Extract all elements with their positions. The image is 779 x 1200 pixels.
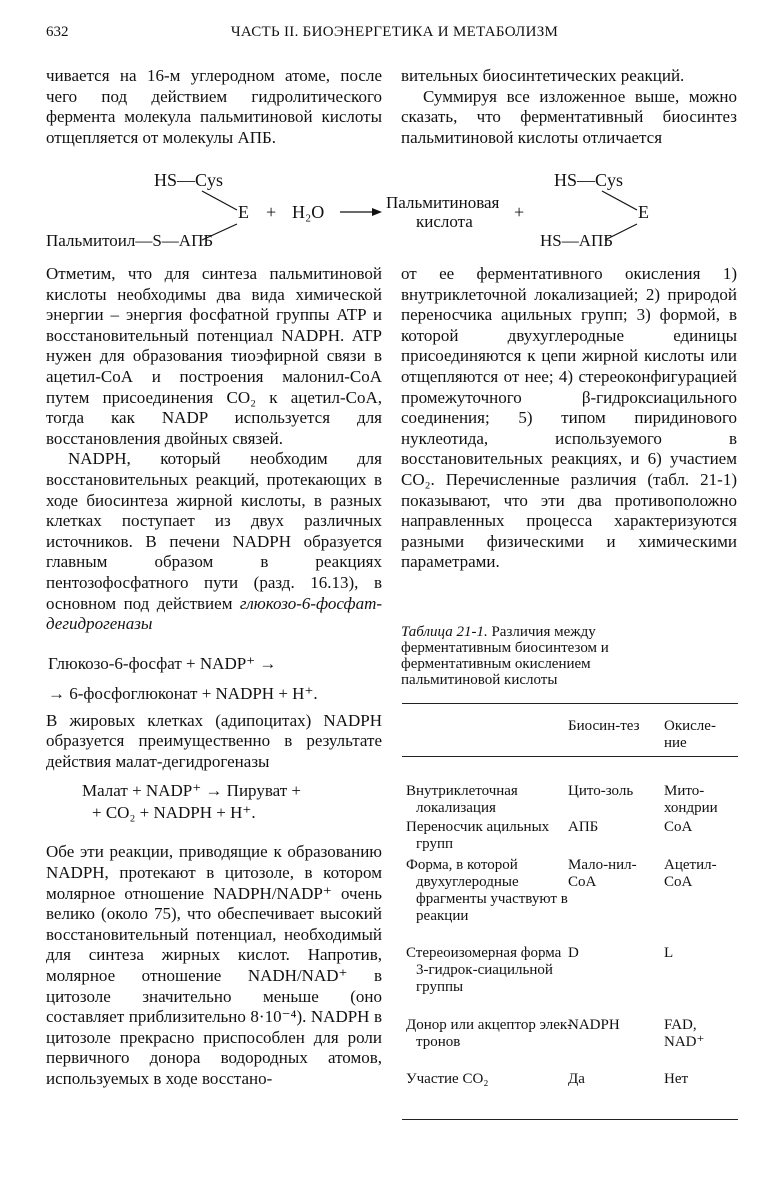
equation-1-line-2: → 6-фосфоглюконат + NADPH + H⁺.	[48, 683, 318, 703]
paragraph-nadph	[46, 449, 382, 634]
hs-cys-right-label: HS—Cys	[554, 170, 624, 190]
equation-2-line-2: + CO₂ + NADPH + H⁺.	[92, 803, 256, 823]
comparison-table	[402, 703, 738, 1120]
row-biosynthesis: Да	[568, 1071, 585, 1087]
header-biosynthesis: Биосин-тез	[568, 718, 640, 734]
table-row	[402, 1071, 738, 1119]
row-biosynthesis: Мало-нил-CoA	[568, 857, 637, 890]
table-caption-label: Таблица 21-1.	[401, 624, 488, 640]
paragraph-final: Обе эти реакции, приводящие к образованию NADPH, протекают в цитозоле, в котором молярное отношение NADPH/NADP⁺ очень велико (около 75), что обеспечивает высокий восстановительный потенциал, необходимый для синтеза жирных кислот. Напротив, молярное отношение NADH/NAD⁺ в цитозоле значительно меньше (оно составляет приблизительно 8·10⁻⁴). NADPH в цитозоле прекрасно приспособлен для роли первичного донора водородных атомов, используемых в ходе восстано-	[46, 842, 382, 1088]
paragraph-atp: Отметим, что для синтеза пальмитиновой кислоты необходимы два вида химической энергии – энергия фосфатной группы ATP и восстановительный потенциал NADPH. ATP нужен для образования тиоэфирной связи в ацетил-СоА и построения малонил-СоА путем присоединения СО₂ к ацетил-СоА, тогда как NADP используется для восстановления двойных связей.	[46, 264, 382, 448]
table-caption-text: Различия между ферментативным биосинтезом и ферментативным окислением пальмитиновой кислоты	[401, 624, 609, 688]
table-bottom-rule	[402, 1119, 738, 1120]
left-column-top	[46, 66, 382, 148]
paragraph-intro-right: вительных биосинтетических реакций.	[401, 66, 685, 85]
row-label: Переносчик ацильных групп	[406, 819, 550, 852]
right-column-main	[401, 264, 737, 573]
paragraph-summary: Суммируя все изложенное выше, можно сказать, что ферментативный биосинтез пальмитиновой кислоты отличается	[401, 86, 737, 147]
table-row	[402, 819, 738, 857]
table-row	[402, 783, 738, 819]
table-row	[402, 1017, 738, 1071]
row-oxidation: Мито-хондрии	[664, 783, 718, 816]
row-label: Стереоизомерная форма 3-гидрок-сиацильной группы	[406, 945, 562, 995]
table-caption	[401, 624, 641, 688]
table-header-rule	[402, 756, 738, 757]
reaction-scheme	[40, 160, 750, 260]
row-oxidation: CoA	[664, 819, 693, 835]
page-number: 632	[46, 24, 69, 40]
row-label: Форма, в которой двухуглеродные фрагменты участвуют в реакции	[406, 857, 568, 924]
table-header-row	[402, 704, 738, 756]
equation-2	[46, 780, 382, 824]
left-column-main	[46, 264, 382, 1090]
reaction-arrow-head	[372, 208, 382, 216]
reaction-scheme-svg	[40, 160, 750, 260]
bond-line	[602, 191, 637, 210]
enzyme-name: глюкозо-6-фосфат-дегидрогеназы	[46, 593, 383, 634]
hs-apb-label: HS—АПБ	[540, 231, 614, 250]
table-row	[402, 857, 738, 945]
row-biosynthesis: Цито-золь	[568, 783, 634, 799]
running-title: ЧАСТЬ II. БИОЭНЕРГЕТИКА И МЕТАБОЛИЗМ	[230, 24, 559, 40]
product-line-2: кислота	[416, 212, 473, 231]
row-biosynthesis: D	[568, 945, 579, 961]
page-header	[46, 24, 743, 48]
equation-1	[46, 653, 382, 705]
paragraph-differences: от ее ферментативного окисления 1) внутриклеточной локализацией; 2) природой переносчика ацильных групп; 3) формой, в которой двухуглеродные единицы присоединяются к цепи жирной кислоты или отщепляются от нее; 4) стереоконфигурацией промежуточного β-гидроксиацильного соединения; 5) типом пиридинового нуклеотида, используемого в восстановительных реакциях, и 6) участием СО₂. Перечисленные различия (табл. 21-1) показывают, что эти два противоположно направленных процесса характеризуются разными физическими и химическими параметрами.	[401, 264, 737, 572]
water-label: H₂O	[292, 202, 325, 222]
row-label: Донор или акцептор элек-тронов	[406, 1017, 573, 1050]
hs-cys-label: HS—Cys	[154, 170, 224, 190]
row-oxidation: FAD, NAD⁺	[664, 1017, 705, 1050]
row-label: Участие СО₂	[406, 1071, 489, 1087]
equation-1-line-1: Глюкозо-6-фосфат + NADP⁺ →	[48, 653, 277, 673]
plus-sign-2: +	[514, 202, 525, 222]
paragraph-nadph-text: NADPH, который необходим для восстановительных реакций, протекающих в ходе биосинтеза жирной кислоты, в разных клетках поступает из двух различных источников. В печени NADPH образуется главным образом в реакциях пентозофосфатного пути (разд. 16.13), в основном под действием	[46, 449, 382, 613]
paragraph-intro-left: чивается на 16-м углеродном атоме, после чего под действием гидролитического фермента молекула пальмитиновой кислоты отщепляется от молекулы АПБ.	[46, 66, 382, 147]
bond-line	[202, 191, 237, 210]
table-row	[402, 945, 738, 1017]
row-label: Внутриклеточная локализация	[406, 783, 518, 816]
paragraph-adipocytes: В жировых клетках (адипоцитах) NADPH образуется преимущественно в результате действия малат-дегидрогеназы	[46, 710, 382, 771]
product-line-1: Пальмитиновая	[386, 193, 500, 212]
equation-2-line-1: Малат + NADP⁺ → Пируват +	[82, 781, 301, 801]
header-oxidation: Окисле-ние	[664, 718, 716, 751]
plus-sign: +	[266, 202, 277, 222]
right-column-top	[401, 66, 737, 148]
row-biosynthesis: NADPH	[568, 1017, 620, 1033]
enzyme-right-label: E	[638, 202, 649, 222]
enzyme-label: E	[238, 202, 249, 222]
palmitoyl-apb-label: Пальмитоил—S—АПБ	[46, 231, 214, 250]
row-biosynthesis: АПБ	[568, 819, 599, 835]
row-oxidation: L	[664, 945, 674, 961]
row-oxidation: Нет	[664, 1071, 689, 1087]
row-oxidation: Ацетил-CoA	[664, 857, 717, 890]
